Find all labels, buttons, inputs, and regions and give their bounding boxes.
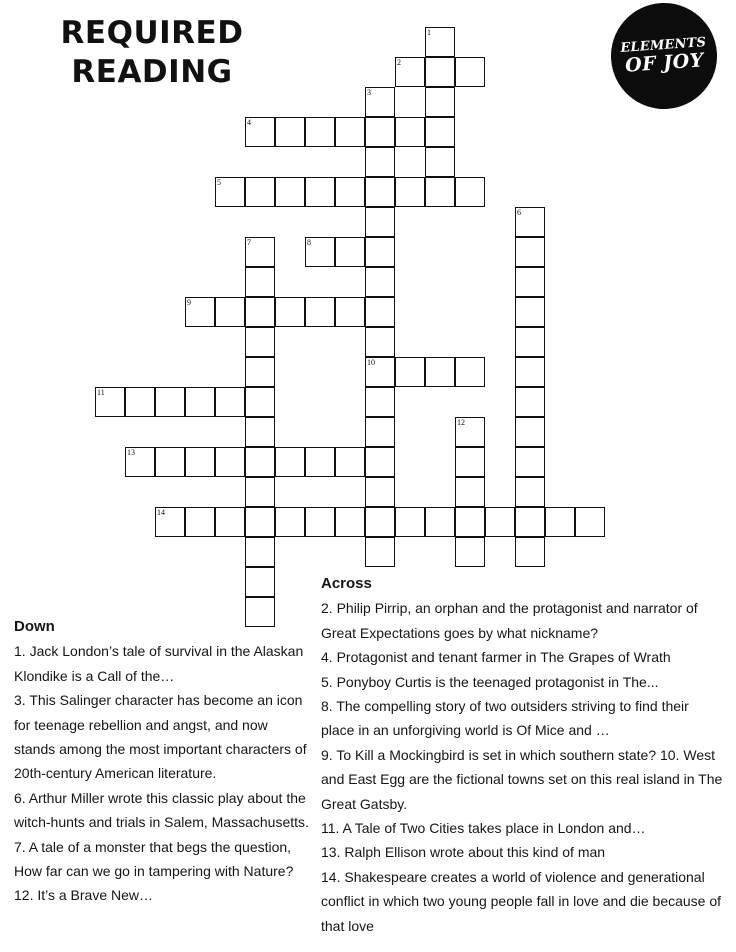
crossword-cell[interactable] xyxy=(425,27,455,57)
crossword-cell[interactable] xyxy=(335,507,365,537)
across-clue-9-10: 9. To Kill a Mockingbird is set in which southern state? 10. West and East Egg are the fictional towns set on this real island in The Great Gatsby. xyxy=(321,746,723,812)
crossword-cell[interactable] xyxy=(515,507,545,537)
crossword-cell[interactable] xyxy=(365,87,395,117)
crossword-cell[interactable] xyxy=(275,507,305,537)
clue-number: 6 xyxy=(517,208,521,217)
clue-number: 8 xyxy=(307,238,311,247)
across-clue-11: 11. A Tale of Two Cities takes place in London and… xyxy=(321,820,646,837)
crossword-cell[interactable] xyxy=(245,387,275,417)
crossword-cell[interactable] xyxy=(545,507,575,537)
down-heading: Down xyxy=(14,618,55,635)
clue-number: 3 xyxy=(367,88,371,97)
crossword-cell[interactable] xyxy=(245,417,275,447)
crossword-cell[interactable] xyxy=(425,177,455,207)
crossword-cell[interactable] xyxy=(395,357,425,387)
crossword-cell[interactable] xyxy=(575,507,605,537)
crossword-cell[interactable] xyxy=(245,267,275,297)
crossword-cell[interactable] xyxy=(365,507,395,537)
crossword-cell[interactable] xyxy=(305,237,335,267)
clue-number: 9 xyxy=(187,298,191,307)
crossword-cell[interactable] xyxy=(425,57,455,87)
crossword-cell[interactable] xyxy=(245,297,275,327)
crossword-cell[interactable] xyxy=(455,357,485,387)
crossword-cell[interactable] xyxy=(395,177,425,207)
crossword-cell[interactable] xyxy=(245,237,275,267)
crossword-cell[interactable] xyxy=(305,507,335,537)
across-clue-4: 4. Protagonist and tenant farmer in The Grapes of Wrath xyxy=(321,649,671,666)
crossword-cell[interactable] xyxy=(365,537,395,567)
crossword-cell[interactable] xyxy=(365,447,395,477)
crossword-cell[interactable] xyxy=(365,357,395,387)
crossword-cell[interactable] xyxy=(515,537,545,567)
crossword-cell[interactable] xyxy=(155,507,185,537)
down-clue-1: 1. Jack London’s tale of survival in the Alaskan Klondike is a Call of the… xyxy=(14,643,304,684)
crossword-cell[interactable] xyxy=(515,297,545,327)
clue-number: 7 xyxy=(247,238,251,247)
crossword-cell[interactable] xyxy=(275,117,305,147)
crossword-cell[interactable] xyxy=(335,447,365,477)
crossword-cell[interactable] xyxy=(425,117,455,147)
crossword-cell[interactable] xyxy=(365,387,395,417)
crossword-cell[interactable] xyxy=(395,507,425,537)
logo-line-2: OF JOY xyxy=(624,49,705,77)
crossword-cell[interactable] xyxy=(365,417,395,447)
crossword-cell[interactable] xyxy=(365,117,395,147)
crossword-cell[interactable] xyxy=(515,357,545,387)
crossword-cell[interactable] xyxy=(245,447,275,477)
crossword-cell[interactable] xyxy=(515,207,545,237)
crossword-cell[interactable] xyxy=(515,237,545,267)
crossword-cell[interactable] xyxy=(185,447,215,477)
crossword-cell[interactable] xyxy=(275,447,305,477)
across-clue-14: 14. Shakespeare creates a world of violence and generational conflict in which two young people fall in love and die because of that love xyxy=(321,868,722,934)
title-line-1: REQUIRED xyxy=(60,15,244,51)
crossword-cell[interactable] xyxy=(455,177,485,207)
crossword-cell[interactable] xyxy=(425,507,455,537)
crossword-cell[interactable] xyxy=(395,57,425,87)
clue-number: 10 xyxy=(367,358,375,367)
across-clue-5: 5. Ponyboy Curtis is the teenaged protagonist in The... xyxy=(321,673,659,690)
crossword-cell[interactable] xyxy=(335,117,365,147)
clue-number: 14 xyxy=(157,508,165,517)
crossword-cell[interactable] xyxy=(305,117,335,147)
across-clue-13: 13. Ralph Ellison wrote about this kind of man xyxy=(321,844,606,861)
clue-number: 4 xyxy=(247,118,251,127)
crossword-cell[interactable] xyxy=(335,297,365,327)
crossword-cell[interactable] xyxy=(245,357,275,387)
crossword-cell[interactable] xyxy=(455,537,485,567)
clue-number: 2 xyxy=(397,58,401,67)
clue-number: 12 xyxy=(457,418,465,427)
across-clues xyxy=(321,572,725,938)
crossword-cell[interactable] xyxy=(305,297,335,327)
down-clue-12: 12. It’s a Brave New… xyxy=(14,887,154,904)
across-clue-8: 8. The compelling story of two outsiders striving to find their place in an unforgiving world is Of Mice and … xyxy=(321,698,689,739)
crossword-cell[interactable] xyxy=(485,507,515,537)
crossword-cell[interactable] xyxy=(455,507,485,537)
down-clue-7: 7. A tale of a monster that begs the question, How far can we go in tampering with Nature? xyxy=(14,838,294,880)
crossword-cell[interactable] xyxy=(215,507,245,537)
crossword-cell[interactable] xyxy=(455,447,485,477)
crossword-cell[interactable] xyxy=(245,477,275,507)
crossword-cell[interactable] xyxy=(125,387,155,417)
crossword-cell[interactable] xyxy=(425,87,455,117)
crossword-cell[interactable] xyxy=(365,477,395,507)
crossword-cell[interactable] xyxy=(125,447,155,477)
crossword-cell[interactable] xyxy=(335,177,365,207)
crossword-cell[interactable] xyxy=(185,507,215,537)
crossword-cell[interactable] xyxy=(215,297,245,327)
crossword-cell[interactable] xyxy=(365,327,395,357)
crossword-cell[interactable] xyxy=(455,417,485,447)
crossword-cell[interactable] xyxy=(515,447,545,477)
crossword-cell[interactable] xyxy=(365,177,395,207)
crossword-cell[interactable] xyxy=(155,447,185,477)
down-clue-6: 6. Arthur Miller wrote this classic play about the witch-hunts and trials in Salem, Massachusetts. xyxy=(14,789,309,831)
crossword-cell[interactable] xyxy=(215,387,245,417)
crossword-cell[interactable] xyxy=(215,447,245,477)
crossword-cell[interactable] xyxy=(275,177,305,207)
crossword-cell[interactable] xyxy=(155,387,185,417)
crossword-cell[interactable] xyxy=(185,297,215,327)
across-clue-2: 2. Philip Pirrip, an orphan and the protagonist and narrator of Great Expectations goes by what nickname? xyxy=(321,600,698,641)
crossword-cell[interactable] xyxy=(425,357,455,387)
crossword-cell[interactable] xyxy=(275,297,305,327)
crossword-cell[interactable] xyxy=(455,477,485,507)
crossword-cell[interactable] xyxy=(515,267,545,297)
crossword-cell[interactable] xyxy=(245,567,275,597)
clue-number: 13 xyxy=(127,448,135,457)
across-heading: Across xyxy=(321,575,372,592)
logo-line-1: ELEMENTS xyxy=(619,35,707,57)
down-clues xyxy=(14,615,310,908)
crossword-cell[interactable] xyxy=(425,147,455,177)
down-clue-3: 3. This Salinger character has become an icon for teenage rebellion and angst, and now stands among the most important characters of 20th-century American literature. xyxy=(14,692,307,782)
crossword-cell[interactable] xyxy=(245,327,275,357)
crossword-cell[interactable] xyxy=(455,57,485,87)
crossword-cell[interactable] xyxy=(185,387,215,417)
crossword-cell[interactable] xyxy=(365,297,395,327)
crossword-cell[interactable] xyxy=(365,237,395,267)
crossword-cell[interactable] xyxy=(245,507,275,537)
crossword-cell[interactable] xyxy=(95,387,125,417)
crossword-cell[interactable] xyxy=(395,117,425,147)
crossword-cell[interactable] xyxy=(245,117,275,147)
crossword-cell[interactable] xyxy=(305,177,335,207)
clue-number: 5 xyxy=(217,178,221,187)
crossword-cell[interactable] xyxy=(305,447,335,477)
crossword-cell[interactable] xyxy=(515,387,545,417)
crossword-cell[interactable] xyxy=(365,267,395,297)
crossword-cell[interactable] xyxy=(515,327,545,357)
crossword-cell[interactable] xyxy=(365,147,395,177)
crossword-cell[interactable] xyxy=(245,177,275,207)
crossword-cell[interactable] xyxy=(515,417,545,447)
title-line-2: READING xyxy=(71,54,233,90)
crossword-cell[interactable] xyxy=(335,237,365,267)
crossword-cell[interactable] xyxy=(245,537,275,567)
crossword-cell[interactable] xyxy=(365,207,395,237)
clue-number: 1 xyxy=(427,28,431,37)
crossword-cell[interactable] xyxy=(515,477,545,507)
crossword-cell[interactable] xyxy=(215,177,245,207)
clue-number: 11 xyxy=(97,388,105,397)
